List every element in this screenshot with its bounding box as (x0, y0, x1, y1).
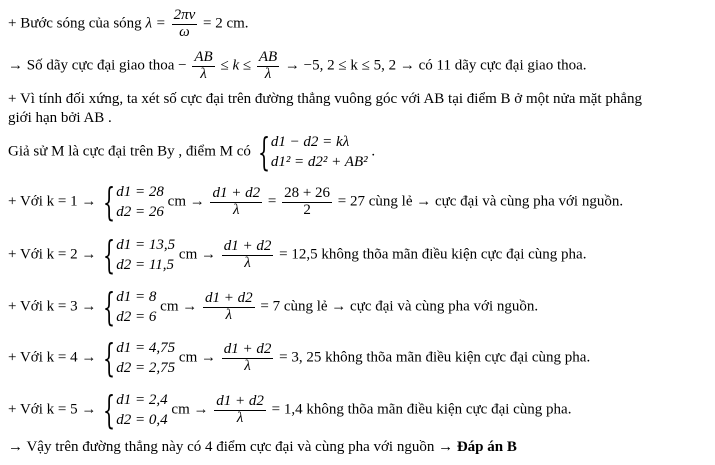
line-half-plane: giới hạn bởi AB . (8, 110, 112, 126)
fraction (192, 50, 214, 83)
equation-system (271, 132, 368, 172)
equation-system (116, 182, 164, 222)
fraction (214, 394, 266, 427)
text: + Bước sóng của sóng (8, 15, 146, 32)
text: = 7 cùng lẻ → cực đại và cùng pha với nguồn. (256, 298, 539, 315)
equation: d1 − d2 = kλ (270, 134, 350, 150)
denominator: λ (236, 409, 244, 426)
numerator: d1 + d2 (223, 340, 272, 357)
equation: d2 = 6 (116, 309, 157, 325)
fraction (282, 186, 332, 219)
brace: { (103, 388, 116, 432)
fraction (210, 186, 262, 219)
equation: d2 = 2,75 (116, 360, 176, 376)
text: → Số dãy cực đại giao thoa − (8, 57, 191, 74)
case-label: + Với k = 4 → (8, 349, 97, 366)
numerator: d1 + d2 (223, 237, 272, 254)
fraction (222, 342, 274, 375)
brace: { (257, 130, 270, 174)
numerator: d1 + d2 (204, 289, 253, 306)
text: cm → (167, 401, 213, 418)
text: Giả sử M là cực đại trên By , điểm M có (8, 143, 251, 160)
numerator: AB (258, 49, 278, 65)
text: cm → (156, 298, 201, 315)
numerator: 2πv (173, 7, 196, 23)
case-k4 (8, 338, 590, 378)
equation: d2 = 0,4 (116, 412, 168, 428)
fraction (172, 8, 198, 41)
text: = 1,4 không thõa mãn điều kiện cực đại cùng pha. (267, 401, 572, 418)
line-assumption (8, 132, 375, 172)
denominator: ω (179, 23, 190, 40)
text: = 3, 25 không thõa mãn điều kiện cực đại cùng pha. (275, 349, 591, 366)
equation: d2 = 11,5 (116, 257, 175, 273)
equation-system (116, 235, 175, 275)
denominator: λ (225, 306, 233, 323)
denominator: λ (244, 254, 251, 271)
fraction (203, 291, 255, 324)
case-label: + Với k = 1 → (8, 193, 97, 210)
equation: d1 = 8 (116, 289, 157, 305)
inequality: ≤ k ≤ (216, 57, 255, 74)
brace: { (103, 233, 116, 277)
text: → Vậy trên đường thẳng này có 4 điểm cực đại và cùng pha với nguồn → (8, 439, 457, 455)
numerator: 28 + 26 (284, 184, 331, 201)
text: = 12,5 không thõa mãn điều kiện cực đại cùng pha. (275, 246, 587, 263)
denominator: λ (200, 65, 207, 82)
fraction (257, 50, 279, 83)
text: = 27 cùng lẻ → cực đại và cùng pha với nguồn. (334, 193, 624, 210)
text: cm → (175, 246, 220, 263)
case-label: + Với k = 5 → (8, 401, 97, 418)
answer: Đáp án B (456, 439, 517, 455)
case-k1 (8, 182, 623, 222)
brace: { (103, 285, 116, 329)
line-max-count (8, 50, 587, 83)
denominator: λ (264, 65, 272, 82)
equation-system (116, 338, 175, 378)
equation: d1 = 28 (116, 184, 164, 200)
line-symmetry: + Vì tính đối xứng, ta xét số cực đại trên đường thẳng vuông góc với AB tại điểm B ở một nửa mặt phẳng (8, 91, 642, 107)
case-k5 (8, 390, 571, 430)
text: cm → (163, 193, 209, 210)
line-wavelength (8, 8, 249, 41)
case-k2 (8, 235, 586, 275)
denominator: λ (233, 201, 240, 218)
text: = (264, 193, 281, 210)
numerator: d1 + d2 (212, 184, 261, 201)
equation: d2 = 26 (116, 204, 164, 220)
denominator: λ (244, 357, 251, 374)
numerator: AB (194, 49, 213, 65)
numerator: d1 + d2 (216, 392, 264, 409)
case-label: + Với k = 2 → (8, 246, 97, 263)
brace: { (103, 336, 116, 380)
equation-system (116, 390, 167, 430)
equation: d1 = 2,4 (116, 392, 168, 408)
text: cm → (175, 349, 220, 366)
case-label: + Với k = 3 → (8, 298, 97, 315)
text: → −5, 2 ≤ k ≤ 5, 2 → có 11 dãy cực đại giao thoa. (281, 57, 587, 74)
brace: { (103, 180, 116, 224)
equation: d1 = 4,75 (116, 340, 176, 356)
lambda-symbol: λ = (145, 15, 170, 32)
text: . (367, 143, 376, 160)
equation: d1² = d2² + AB² (270, 154, 368, 170)
case-k3 (8, 287, 538, 327)
text: = 2 cm. (199, 15, 249, 32)
line-conclusion (8, 438, 517, 456)
equation-system (116, 287, 156, 327)
equation: d1 = 13,5 (116, 237, 176, 253)
fraction (222, 239, 274, 272)
denominator: 2 (303, 201, 311, 218)
